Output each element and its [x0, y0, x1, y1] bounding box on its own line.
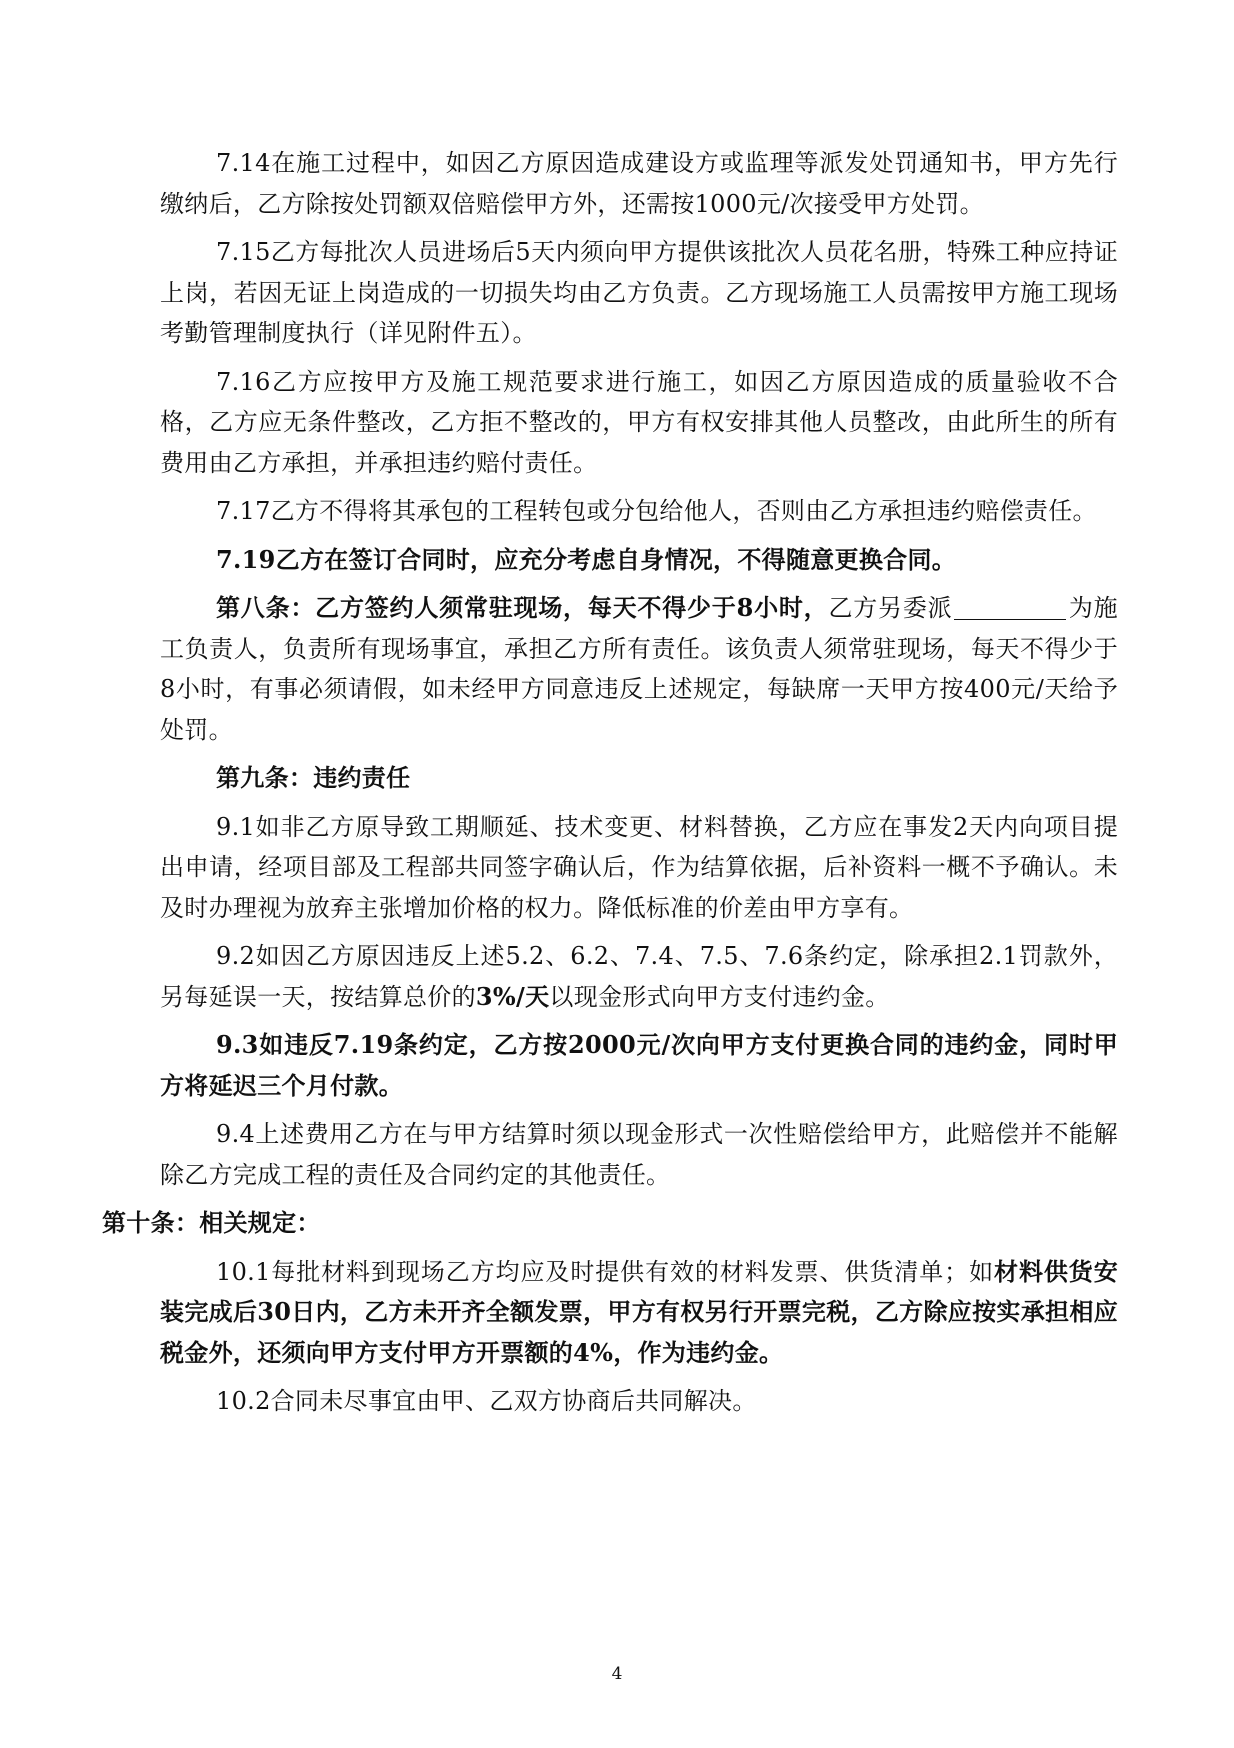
- clause-9-1: 9.1如非乙方原导致工期顺延、技术变更、材料替换，乙方应在事发2天内向项目提出申请，经项目部及工程部共同签字确认后，作为结算依据，后补资料一概不予确认。未及时办理视为放弃主张增加价格的权力。降低标准的价差由甲方享有。: [160, 812, 1118, 922]
- clause-9-4: 9.4上述费用乙方在与甲方结算时须以现金形式一次性赔偿给甲方，此赔偿并不能解除乙方完成工程的责任及合同约定的其他责任。: [160, 1120, 1118, 1189]
- document-body: [102, 143, 1119, 1422]
- clause-7-16: 7.16乙方应按甲方及施工规范要求进行施工，如因乙方原因造成的质量验收不合格，乙方应无条件整改，乙方拒不整改的，甲方有权安排其他人员整改，由此所生的所有费用由乙方承担，并承担违约赔付责任。: [160, 367, 1118, 477]
- page-number: 4: [611, 1664, 623, 1684]
- clause-7-15: 7.15乙方每批次人员进场后5天内须向甲方提供该批次人员花名册，特殊工种应持证上岗，若因无证上岗造成的一切损失均由乙方负责。乙方现场施工人员需按甲方施工现场考勤管理制度执行（详见附件五）。: [160, 238, 1118, 347]
- clause-7-17: 7.17乙方不得将其承包的工程转包或分包给他人，否则由乙方承担违约赔偿责任。: [216, 497, 1097, 525]
- clause-9-2-end: 以现金形式向甲方支付违约金。: [549, 982, 890, 1011]
- article-10-title: 第十条：相关规定：: [102, 1208, 321, 1237]
- clause-7-14: 7.14在施工过程中，如因乙方原因造成建设方或监理等派发处罚通知书，甲方先行缴纳后，乙方除按处罚额双倍赔偿甲方外，还需按1000元/次接受甲方处罚。: [160, 149, 1118, 218]
- clause-9-2-rate: 3%/天: [475, 981, 550, 1011]
- responsible-person-blank: [954, 595, 1066, 620]
- article-8-bold-text: 第八条：乙方签约人须常驻现场，每天不得少于8小时，: [216, 593, 829, 622]
- article-8-designate-text: 乙方另委派: [828, 594, 953, 622]
- clause-10-1-text: 10.1每批材料到现场乙方均应及时提供有效的材料发票、供货清单；如: [216, 1257, 995, 1286]
- clause-10-2: 10.2合同未尽事宜由甲、乙双方协商后共同解决。: [216, 1387, 757, 1415]
- article-8: [160, 588, 1118, 750]
- clause-9-2-text: 9.2如因乙方原因违反上述5.2、6.2、7.4、7.5、7.6条约定，除承担2.1罚款外，另每延误一天，按结算总价的: [160, 942, 1118, 1011]
- clause-9-2: [160, 936, 1118, 1017]
- clause-9-3: 9.3如违反7.19条约定，乙方按2000元/次向甲方支付更换合同的违约金，同时甲方将延迟三个月付款。: [160, 1030, 1118, 1100]
- clause-10-1-bold: 材料供货安装完成后30日内，乙方未开齐全额发票，甲方有权另行开票完税，乙方除应按实承担相应税金外，还须向甲方支付甲方开票额的4%，作为违约金。: [160, 1256, 1119, 1367]
- article-9-title: 第九条：违约责任: [216, 763, 411, 792]
- article-8-rest-text: 为施工负责人，负责所有现场事宜，承担乙方所有责任。该负责人须常驻现场，每天不得少于8小时，有事必须请假，如未经甲方同意违反上述规定，每缺席一天甲方按400元/天给予处罚。: [160, 594, 1118, 744]
- clause-10-1: [160, 1252, 1118, 1374]
- clause-7-19: 7.19乙方在签订合同时，应充分考虑自身情况，不得随意更换合同。: [216, 544, 957, 574]
